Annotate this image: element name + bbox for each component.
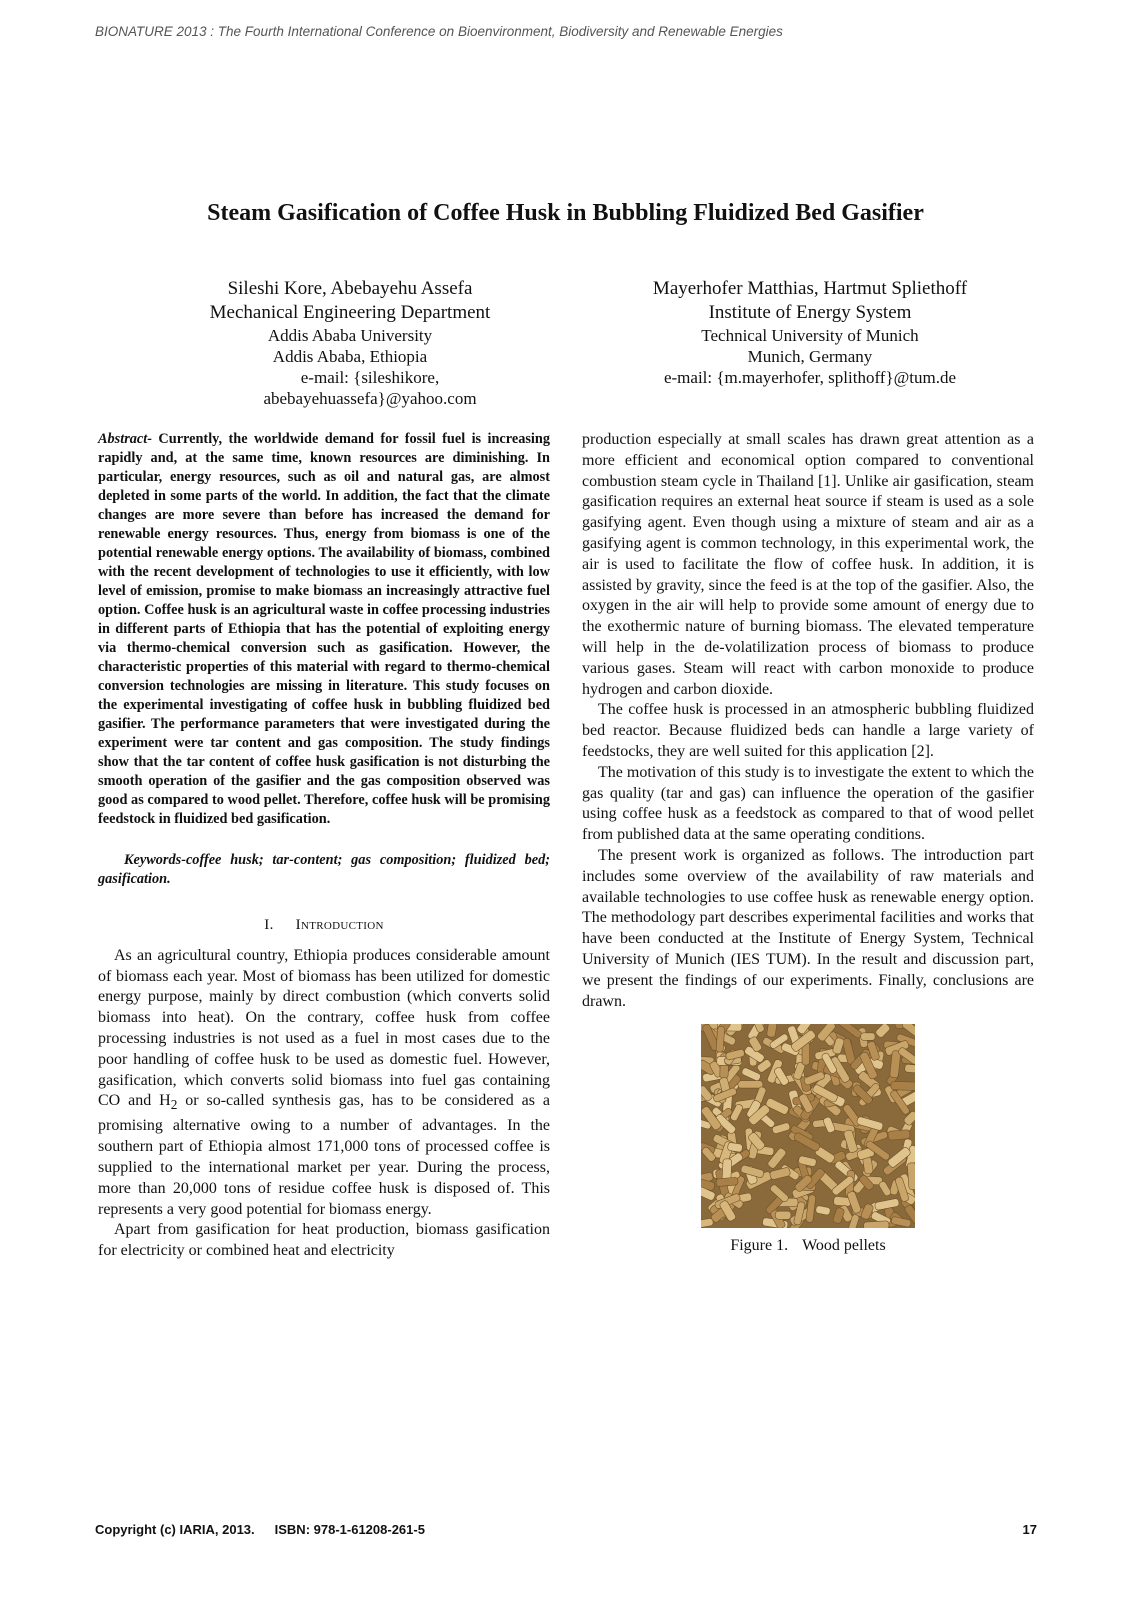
intro-paragraph-4: The coffee husk is processed in an atmospheric bubbling fluidized bed reactor. Because fluidized beds can handle a large variety of feedstocks, they are well suited for this application [2].	[582, 701, 1034, 760]
abstract	[98, 430, 550, 829]
text-run: or so-called synthesis gas, has to be considered as a promising alternative owing to a number of advantages. In the southern part of Ethiopia almost 171,000 tons of processed coffee is supplied to the international market per year. During the process, more than 20,000 tons of residue coffee husk is disposed of. This represents a very good potential for biomass energy.	[98, 1092, 551, 1218]
intro-paragraph-5: The motivation of this study is to investigate the extent to which the gas quality (tar and gas) can influence the operation of the gasifier using coffee husk as a feedstock as compared to that of wood pellet from published data at the same operating conditions.	[582, 763, 1034, 844]
abstract-label: Abstract-	[98, 431, 153, 447]
figure-1	[582, 1024, 1034, 1257]
subscript: 2	[170, 1097, 178, 1113]
author-email: e-mail: {m.mayerhofer, splithoff}@tum.de	[663, 368, 957, 387]
intro-paragraph-3: production especially at small scales has drawn great attention as a more efficient and economical option compared to conventional combustion steam cycle in Thailand [1]. Unlike air gasification, steam gasification requires an external heat source if steam is used as a sole gasifying agent. Even though using a mixture of steam and air as a gasifying agent is common technology, in this experimental work, the air is used to facilitate the flow of coffee husk. In addition, it is assisted by gravity, since the feed is at the top of the gasifier. Also, the oxygen in the air will help to provide some amount of energy due to the exothermic nature of burning biomass. The elevated temperature will help in the de-volatilization process of biomass to produce various gases. Steam will react with carbon monoxide to produce hydrogen and carbon dioxide.	[582, 431, 1034, 698]
figure-caption-text: Wood pellets	[802, 1237, 886, 1255]
figure-number: Figure 1.	[730, 1237, 789, 1255]
wood-pellets-photo	[701, 1024, 915, 1228]
author-department: Mechanical Engineering Department	[209, 302, 491, 323]
intro-paragraph-2: Apart from gasification for heat production, biomass gasification for electricity or combined heat and electricity	[98, 1221, 550, 1260]
text-run: As an agricultural country, Ethiopia produces considerable amount of biomass each year. Most of biomass has been utilized for domestic energy purpose, mainly by direct combustion (which converts solid biomass into heat). On the contrary, coffee husk from coffee processing industries is not used as a fuel in most cases due to the poor handling of coffee husk to be used as domestic fuel. However, gasification, which converts solid biomass into fuel gas containing CO and H	[98, 946, 550, 1110]
page-footer	[95, 1522, 1037, 1537]
author-names: Sileshi Kore, Abebayehu Assefa	[227, 278, 473, 299]
author-location: Munich, Germany	[747, 347, 873, 366]
author-university: Addis Ababa University	[267, 326, 433, 345]
author-department: Institute of Energy System	[708, 302, 912, 323]
keywords: Keywords-coffee husk; tar-content; gas composition; fluidized bed; gasification.	[98, 852, 550, 887]
section-heading	[98, 915, 550, 936]
author-university: Technical University of Munich	[701, 326, 919, 345]
running-head: BIONATURE 2013 : The Fourth International Conference on Bioenvironment, Biodiversity and Renewable Energies	[95, 24, 783, 39]
author-block-left	[150, 277, 550, 409]
copyright: Copyright (c) IARIA, 2013.	[95, 1522, 255, 1537]
author-email-continued: abebayehuassefa}@yahoo.com	[263, 389, 477, 408]
figure-caption	[582, 1236, 1034, 1257]
page-number: 17	[1022, 1522, 1037, 1537]
author-names: Mayerhofer Matthias, Hartmut Spliethoff	[652, 278, 968, 299]
author-email: e-mail: {sileshikore,	[300, 368, 440, 387]
section-number: I.	[264, 917, 274, 933]
author-block-right	[600, 277, 1020, 388]
section-title: Introduction	[295, 917, 384, 933]
abstract-text: Currently, the worldwide demand for fossil fuel is increasing rapidly and, at the same time, known resources are diminishing. In particular, energy resources, such as oil and natural gas, are almost depleted in some parts of the world. In addition, the fact that the climate changes are more severe than before has increased the demand for renewable energy resources. Thus, energy from biomass is one of the potential renewable energy options. The availability of biomass, combined with the recent development of technologies to use it efficiently, with low level of emission, promise to make biomass an increasingly attractive fuel option. Coffee husk is an agricultural waste in coffee processing industries in different parts of Ethiopia that has the potential of exploiting energy via thermo-chemical conversion such as gasification. However, the characteristic properties of this material with regard to thermo-chemical conversion technologies are missing in literature. This study focuses on the experimental investigating of coffee husk in bubbling fluidized bed gasifier. The performance parameters that were investigated during the experiment were tar content and gas composition. The study findings show that the tar content of coffee husk gasification is not disturbing the smooth operation of the gasifier and the gas composition observed was good as compared to wood pellet. Therefore, coffee husk will be promising feedstock in fluidized bed gasification.	[98, 431, 550, 827]
right-column	[582, 430, 1034, 1257]
left-column	[98, 430, 550, 1262]
isbn: ISBN: 978-1-61208-261-5	[274, 1522, 425, 1537]
paper-title: Steam Gasification of Coffee Husk in Bubbling Fluidized Bed Gasifier	[207, 200, 924, 226]
intro-paragraph-1	[98, 946, 550, 1221]
author-location: Addis Ababa, Ethiopia	[272, 347, 428, 366]
intro-paragraph-6: The present work is organized as follows. The introduction part includes some overview of the availability of raw materials and available technologies to use coffee husk as renewable energy option. The methodology part describes experimental facilities and works that have been conducted at the Institute of Energy System, Technical University of Munich (IES TUM). In the result and discussion part, we present the findings of our experiments. Finally, conclusions are drawn.	[582, 846, 1034, 1010]
